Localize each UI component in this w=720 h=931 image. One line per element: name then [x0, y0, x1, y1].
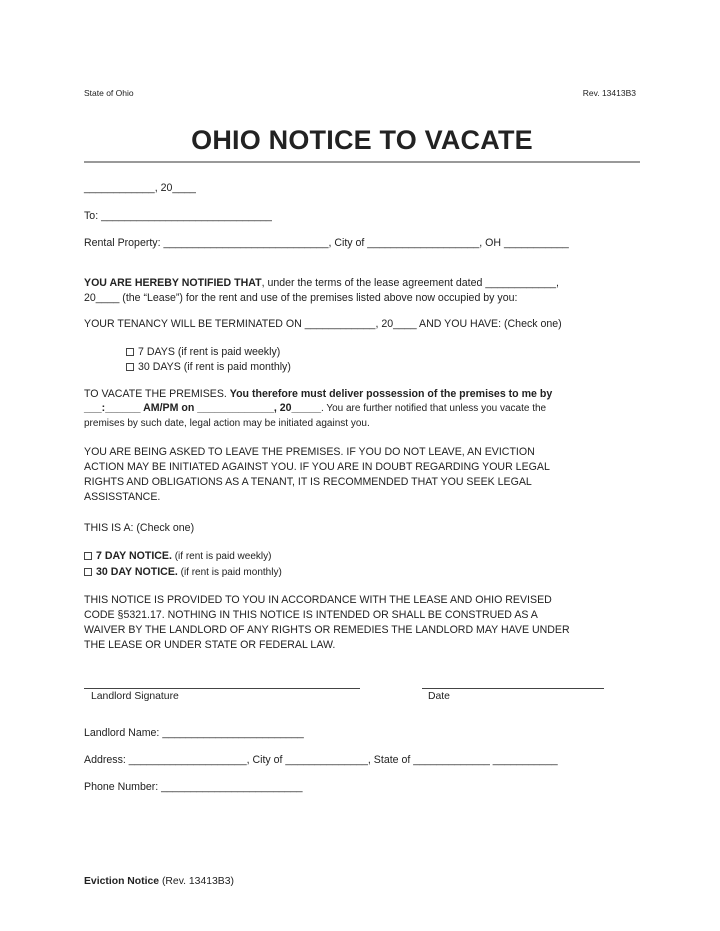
notice-line1-rest: , under the terms of the lease agreement dated ____________,	[261, 277, 559, 289]
revision-header: Rev. 13413B3	[582, 88, 636, 98]
notice-bold: YOU ARE HEREBY NOTIFIED THAT	[84, 277, 262, 289]
notice-type-30: 30 DAY NOTICE. (if rent is paid monthly)	[84, 565, 282, 580]
days-option-7: 7 DAYS (if rent is paid weekly)	[126, 345, 280, 359]
notice-line2: 20____ (the “Lease”) for the rent and use of the premises listed above now occupied by you:	[84, 292, 518, 304]
checkbox-icon[interactable]	[126, 348, 134, 356]
vacate-paragraph	[84, 387, 640, 431]
legal-paragraph: THIS NOTICE IS PROVIDED TO YOU IN ACCORDANCE WITH THE LEASE AND OHIO REVISED CODE §5321.17. NOTHING IN THIS NOTICE IS INTENDED OR SHALL BE CONSTRUED AS A WAIVER BY THE LANDLORD OF ANY RIGHTS OR REMEDIES THE LANDLORD MAY HAVE UNDER THE LEASE OR UNDER STATE OR FEDERAL LAW.	[84, 594, 570, 651]
vacate-plain1: TO VACATE THE PREMISES.	[84, 388, 230, 400]
vacate-bold1: You therefore must deliver possession of the premises to me by	[229, 388, 553, 400]
this-is-line: THIS IS A: (Check one)	[84, 522, 195, 534]
to-line: To: _____________________________	[84, 210, 272, 222]
footer-revision: (Rev. 13413B3)	[159, 876, 234, 887]
vacate-line3: premises by such date, legal action may be initiated against you.	[84, 418, 370, 429]
checkbox-icon[interactable]	[126, 363, 134, 371]
date-line: ____________, 20____	[84, 182, 196, 194]
date-label: Date	[428, 691, 450, 702]
landlord-signature-line[interactable]	[84, 688, 360, 689]
notice-type-7: 7 DAY NOTICE. (if rent is paid weekly)	[84, 549, 271, 564]
days-option-30: 30 DAYS (if rent is paid monthly)	[126, 360, 291, 374]
page-title: OHIO NOTICE TO VACATE	[191, 125, 533, 155]
tenancy-line: YOUR TENANCY WILL BE TERMINATED ON ____________, 20____ AND YOU HAVE: (Check one)	[84, 318, 562, 330]
address-line: Address: ____________________, City of ______________, State of _____________ ___________	[84, 754, 558, 766]
date-signature-line[interactable]	[422, 688, 604, 689]
checkbox-icon[interactable]	[84, 552, 92, 560]
landlord-signature-label: Landlord Signature	[91, 691, 179, 702]
title-underline	[84, 161, 640, 163]
phone-number-line: Phone Number: ________________________	[84, 781, 303, 793]
footer	[84, 876, 234, 887]
state-header: State of Ohio	[84, 88, 134, 98]
vacate-bold2: ___:______ AM/PM on _____________, 20_____	[84, 402, 321, 414]
vacate-plain2: . You are further notified that unless you vacate the	[320, 403, 547, 414]
footer-title: Eviction Notice	[84, 876, 160, 887]
rental-property-line: Rental Property: ____________________________, City of ___________________, OH ___________	[84, 237, 569, 249]
notice-paragraph	[84, 276, 640, 306]
checkbox-icon[interactable]	[84, 568, 92, 576]
landlord-name-line: Landlord Name: ________________________	[84, 727, 304, 739]
warning-paragraph: YOU ARE BEING ASKED TO LEAVE THE PREMISES. IF YOU DO NOT LEAVE, AN EVICTION ACTION MAY BE INITIATED AGAINST YOU. IF YOU ARE IN DOUBT REGARDING YOUR LEGAL RIGHTS AND OBLIGATIONS AS A TENANT, IT IS RECOMMENDED THAT YOU SEEK LEGAL ASSISSTANCE.	[84, 446, 550, 503]
